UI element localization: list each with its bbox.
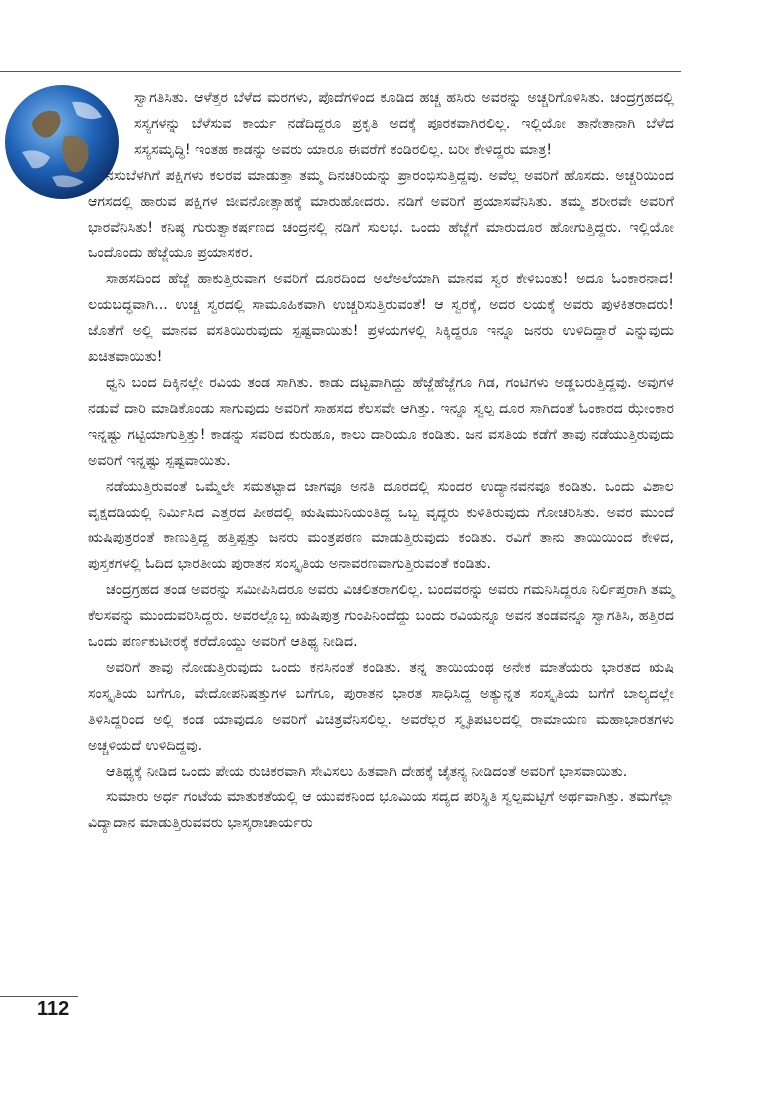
footer-divider [0,996,78,997]
paragraph: ನಡೆಯುತ್ತಿರುವಂತೆ ಒಮ್ಮೆಲೇ ಸಮತಟ್ಟಾದ ಜಾಗವೂ ಅನತಿ ದೂರದಲ್ಲಿ ಸುಂದರ ಉದ್ಯಾನವನವೂ ಕಂಡಿತು. ಒಂದು ವಿಶಾಲ ವೃಕ್ಷದಡಿಯಲ್ಲಿ ನಿರ್ಮಿಸಿದ ಎತ್ತರದ ಪೀಠದಲ್ಲಿ ಋಷಿಮುನಿಯಂತಿದ್ದ ಒಬ್ಬ ವೃದ್ಧರು ಕುಳಿತಿರುವುದು ಗೋಚರಿಸಿತು. ಅವರ ಮುಂದೆ ಋಷಿಪುತ್ರರಂತೆ ಕಾಣುತ್ತಿದ್ದ ಹತ್ತಿಪ್ಪತ್ತು ಜನರು ಮಂತ್ರಪಠಣ ಮಾಡುತ್ತಿರುವುದು ಕಂಡಿತು. ರವಿಗೆ ತಾನು ತಾಯಿಯಿಂದ ಕೇಳಿದ, ಪುಸ್ತಕಗಳಲ್ಲಿ ಓದಿದ ಭಾರತೀಯ ಪುರಾತನ ಸಂಸ್ಕೃತಿಯ ಅನಾವರಣವಾಗುತ್ತಿರುವಂತೆ ಕಂಡಿತು. [88,478,674,573]
page-number: 112 [37,998,70,1020]
top-divider [0,71,681,72]
paragraph: ನಸುಬೆಳಗಿಗೆ ಪಕ್ಷಿಗಳು ಕಲರವ ಮಾಡುತ್ತಾ ತಮ್ಮ ದಿನಚರಿಯನ್ನು ಪ್ರಾರಂಭಿಸುತ್ತಿದ್ದವು. ಅವೆಲ್ಲ ಅವರಿಗೆ ಹೊಸದು. ಅಚ್ಚರಿಯಿಂದ ಆಗಸದಲ್ಲಿ ಹಾರುವ ಪಕ್ಷಿಗಳ ಜೀವನೋತ್ಸಾಹಕ್ಕೆ ಮಾರುಹೋದರು. ನಡಿಗೆ ಅವರಿಗೆ ಪ್ರಯಾಸವೆನಿಸಿತು. ತಮ್ಮ ಶರೀರವೇ ಅವರಿಗೆ ಭಾರವೆನಿಸಿತು! ಕನಿಷ್ಠ ಗುರುತ್ವಾಕರ್ಷಣದ ಚಂದ್ರನಲ್ಲಿ ನಡಿಗೆ ಸುಲಭ. ಒಂದು ಹೆಜ್ಜೆಗೆ ಮಾರುದೂರ ಹೋಗುತ್ತಿದ್ದರು. ಇಲ್ಲಿಯೋ ಒಂದೊಂದು ಹೆಜ್ಜೆಯೂ ಪ್ರಯಾಸಕರ. [88,167,674,262]
paragraph: ಸ್ವಾಗತಿಸಿತು. ಆಳೆತ್ತರ ಬೆಳೆದ ಮರಗಳು, ಪೊದೆಗಳಿಂದ ಕೂಡಿದ ಹಚ್ಚ ಹಸಿರು ಅವರನ್ನು ಅಚ್ಚರಿಗೊಳಿಸಿತು. ಚಂದ್ರಗ್ರಹದಲ್ಲಿ ಸಸ್ಯಗಳನ್ನು ಬೆಳೆಸುವ ಕಾರ್ಯ ನಡೆದಿದ್ದರೂ ಪ್ರಕೃತಿ ಅದಕ್ಕೆ ಪೂರಕವಾಗಿರಲಿಲ್ಲ. ಇಲ್ಲಿಯೋ ತಾನೇತಾನಾಗಿ ಬೆಳೆದ ಸಸ್ಯಸಮೃದ್ಧಿ! ಇಂತಹ ಕಾಡನ್ನು ಅವರು ಯಾರೂ ಈವರೆಗೆ ಕಂಡಿರಲಿಲ್ಲ. ಬರೀ ಕೇಳಿದ್ದರು ಮಾತ್ರ! [134,90,674,158]
paragraph: ಸಾಹಸದಿಂದ ಹೆಜ್ಜೆ ಹಾಕುತ್ತಿರುವಾಗ ಅವರಿಗೆ ದೂರದಿಂದ ಅಲೆಅಲೆಯಾಗಿ ಮಾನವ ಸ್ವರ ಕೇಳಿಬಂತು! ಅದೂ ಓಂಕಾರನಾದ! ಲಯಬದ್ಧವಾಗಿ... ಉಚ್ಚ ಸ್ವರದಲ್ಲಿ ಸಾಮೂಹಿಕವಾಗಿ ಉಚ್ಚರಿಸುತ್ತಿರುವಂತೆ! ಆ ಸ್ವರಕ್ಕೆ, ಅದರ ಲಯಕ್ಕೆ ಅವರು ಪುಳಕಿತರಾದರು! ಜೊತೆಗೆ ಅಲ್ಲಿ ಮಾನವ ವಸತಿಯಿರುವುದು ಸ್ಪಷ್ಟವಾಯಿತು! ಪ್ರಳಯಗಳಲ್ಲಿ ಸಿಕ್ಕಿದ್ದರೂ ಇನ್ನೂ ಜನರು ಉಳಿದಿದ್ದಾರೆ ಎನ್ನುವುದು ಖಚಿತವಾಯಿತು! [88,271,674,366]
paragraph: ಅವರಿಗೆ ತಾವು ನೋಡುತ್ತಿರುವುದು ಒಂದು ಕನಸಿನಂತೆ ಕಂಡಿತು. ತನ್ನ ತಾಯಿಯಂಥ ಅನೇಕ ಮಾತೆಯರು ಭಾರತದ ಋಷಿ ಸಂಸ್ಕೃತಿಯ ಬಗೆಗೂ, ವೇದೋಪನಿಷತ್ತುಗಳ ಬಗೆಗೂ, ಪುರಾತನ ಭಾರತ ಸಾಧಿಸಿದ್ದ ಅತ್ಯುನ್ನತ ಸಂಸ್ಕೃತಿಯ ಬಗೆಗೆ ಬಾಲ್ಯದಲ್ಲೇ ತಿಳಿಸಿದ್ದರಿಂದ ಅಲ್ಲಿ ಕಂಡ ಯಾವುದೂ ಅವರಿಗೆ ವಿಚಿತ್ರವೆನಿಸಲಿಲ್ಲ. ಅವರೆಲ್ಲರ ಸ್ಮೃತಿಪಟಲದಲ್ಲಿ ರಾಮಾಯಣ ಮಹಾಭಾರತಗಳು ಅಚ್ಚಳಿಯದೆ ಉಳಿದಿದ್ದವು. [88,659,674,754]
paragraph: ಚಂದ್ರಗ್ರಹದ ತಂಡ ಅವರನ್ನು ಸಮೀಪಿಸಿದರೂ ಅವರು ವಿಚಲಿತರಾಗಲಿಲ್ಲ. ಬಂದವರನ್ನು ಅವರು ಗಮನಿಸಿದ್ದರೂ ನಿರ್ಲಿಪ್ತರಾಗಿ ತಮ್ಮ ಕೆಲಸವನ್ನು ಮುಂದುವರಿಸಿದ್ದರು. ಅವರಲ್ಲೊಬ್ಬ ಋಷಿಪುತ್ರ ಗುಂಪಿನಿಂದೆದ್ದು ಬಂದು ರವಿಯನ್ನೂ ಅವನ ತಂಡವನ್ನೂ ಸ್ವಾಗತಿಸಿ, ಹತ್ತಿರದ ಒಂದು ಪರ್ಣಕುಟೀರಕ್ಕೆ ಕರೆದೊಯ್ದು ಅವರಿಗೆ ಆತಿಥ್ಯ ನೀಡಿದ. [88,582,674,651]
paragraph: ಸುಮಾರು ಅರ್ಧ ಗಂಟೆಯ ಮಾತುಕತೆಯಲ್ಲಿ ಆ ಯುವಕನಿಂದ ಭೂಮಿಯ ಸದ್ಯದ ಪರಿಸ್ಥಿತಿ ಸ್ವಲ್ಪಮಟ್ಟಿಗೆ ಅರ್ಥವಾಗಿತ್ತು. ತಮಗೆಲ್ಲಾ ವಿದ್ಯಾದಾನ ಮಾಡುತ್ತಿರುವವರು ಭಾಸ್ಕರಾಚಾರ್ಯರು [88,789,674,832]
paragraph: ಆತಿಥ್ಯಕ್ಕೆ ನೀಡಿದ ಒಂದು ಪೇಯ ರುಚಿಕರವಾಗಿ ಸೇವಿಸಲು ಹಿತವಾಗಿ ದೇಹಕ್ಕೆ ಚೈತನ್ಯ ನೀಡಿದಂತೆ ಅವರಿಗೆ ಭಾಸವಾಯಿತು. [106,763,628,780]
paragraph: ಧ್ವನಿ ಬಂದ ದಿಕ್ಕಿನಲ್ಲೇ ರವಿಯ ತಂಡ ಸಾಗಿತು. ಕಾಡು ದಟ್ಟವಾಗಿದ್ದು ಹೆಜ್ಜೆಹೆಜ್ಜೆಗೂ ಗಿಡ, ಗಂಟಿಗಳು ಅಡ್ಡಬರುತ್ತಿದ್ದವು. ಅವುಗಳ ನಡುವೆ ದಾರಿ ಮಾಡಿಕೊಂಡು ಸಾಗುವುದು ಅವರಿಗೆ ಸಾಹಸದ ಕೆಲಸವೇ ಆಗಿತ್ತು. ಇನ್ನೂ ಸ್ವಲ್ಪ ದೂರ ಸಾಗಿದಂತೆ ಓಂಕಾರದ ಝೇಂಕಾರ ಇನ್ನಷ್ಟು ಗಟ್ಟಿಯಾಗುತ್ತಿತ್ತು! ಕಾಡನ್ನು ಸವರಿದ ಕುರುಹೂ, ಕಾಲು ದಾರಿಯೂ ಕಂಡಿತು. ಜನ ವಸತಿಯ ಕಡೆಗೆ ತಾವು ನಡೆಯುತ್ತಿರುವುದು ಅವರಿಗೆ ಇನ್ನಷ್ಟು ಸ್ಪಷ್ಟವಾಯಿತು. [88,374,674,469]
body-text [88,86,674,837]
